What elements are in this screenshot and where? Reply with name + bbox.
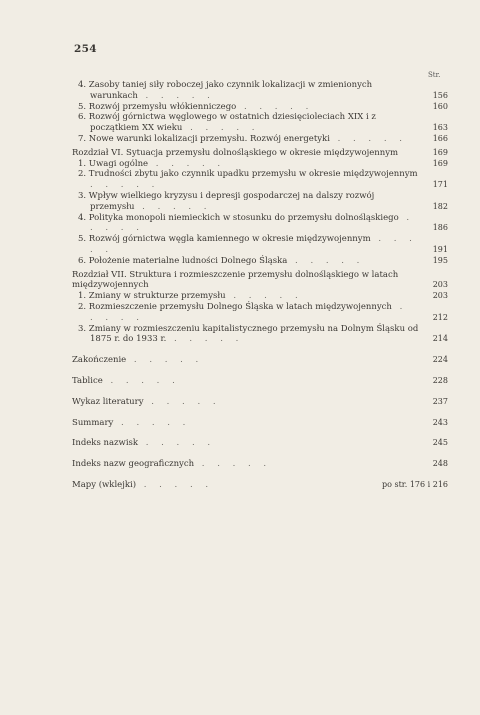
section-entry — [72, 397, 448, 408]
entry-page-number: 166 — [432, 133, 448, 143]
section-entry — [72, 376, 448, 387]
leader-dots: . . . . . — [90, 180, 160, 191]
leader-dots: . . . . . — [225, 291, 303, 302]
entry-title: 4. Polityka monopoli niemieckich w stosunku do przemysłu dolnośląskiego — [78, 212, 399, 223]
leader-dots: . . . . . — [134, 201, 212, 212]
subsection-entry — [72, 102, 448, 113]
subsection-entry — [72, 80, 448, 102]
leader-dots: . . . . . — [166, 334, 244, 345]
entry-page-number: 214 — [432, 334, 448, 344]
leader-dots: . . . . . — [113, 417, 191, 428]
entry-page-number: 169 — [432, 158, 448, 168]
section-entry — [72, 480, 448, 491]
subsection-entry — [72, 324, 448, 346]
leader-dots: . . . . . — [126, 355, 204, 366]
section-entry — [72, 438, 448, 449]
leader-dots: . . . . . — [137, 90, 215, 101]
subsection-entry — [72, 302, 448, 324]
leader-dots: . . . . . — [90, 212, 415, 234]
entry-title: Rozdział VII. Struktura i rozmieszczenie przemysłu dolnośląskiego w latach międzywojennych — [72, 269, 399, 291]
entry-title: Mapy (wklejki) — [72, 479, 137, 490]
subsection-entry — [72, 256, 448, 267]
subsection-entry — [72, 234, 448, 256]
chapter-entry — [72, 270, 448, 292]
leader-dots: . . . . . — [287, 255, 365, 266]
entry-page-number: 237 — [432, 396, 448, 406]
entry-title: 2. Rozmieszczenie przemysłu Dolnego Śląska w latach międzywojennych — [78, 301, 392, 312]
chapter-entry — [72, 148, 448, 159]
entry-page-number: 248 — [432, 459, 448, 469]
leader-dots: . . . . . — [90, 301, 408, 323]
subsection-entry — [72, 134, 448, 145]
leader-dots: . . . . . — [182, 123, 260, 134]
subsection-entry — [72, 213, 448, 235]
subsection-entry — [72, 291, 448, 302]
entry-page-number: 191 — [432, 244, 448, 254]
entry-title: 3. Wpływ wielkiego kryzysu i depresji gospodarczej na dalszy rozwój przemysłu — [78, 190, 375, 212]
entry-title: 6. Położenie materialne ludności Dolnego Śląska — [78, 255, 288, 266]
entry-page-number: 163 — [432, 123, 448, 133]
entry-title: 2. Trudności zbytu jako czynnik upadku przemysłu w okresie międzywojennym — [78, 169, 418, 180]
leader-dots: . . . . . — [90, 234, 417, 255]
section-entry — [72, 355, 448, 366]
entry-title: Zakończenie — [72, 355, 127, 366]
leader-dots: . . . . . — [102, 375, 180, 386]
entry-title: 5. Rozwój przemysłu włókienniczego — [78, 101, 237, 112]
entry-page-number: 171 — [432, 180, 448, 190]
entry-title: Summary — [72, 417, 114, 428]
entry-page-number: 160 — [432, 101, 448, 111]
section-entry — [72, 459, 448, 470]
subsection-entry — [72, 169, 448, 191]
entry-page-number: 195 — [432, 255, 448, 265]
entry-title: 7. Nowe warunki lokalizacji przemysłu. Rozwój energetyki — [78, 133, 330, 144]
leader-dots: . . . . . — [194, 459, 272, 470]
entry-title: 1. Uwagi ogólne — [78, 158, 149, 169]
entry-title: 6. Rozwój górnictwa węglowego w ostatnich dziesięcioleciach XIX i z początkiem XX wieku — [78, 112, 376, 134]
subsection-entry — [72, 159, 448, 170]
table-of-contents — [72, 80, 448, 491]
entry-page-number: 243 — [432, 417, 448, 427]
entry-page-number: 245 — [432, 438, 448, 448]
entry-page-number: po str. 176 i 216 — [381, 479, 448, 489]
entry-page-number: 182 — [432, 201, 448, 211]
leader-dots: . . . . . — [143, 396, 221, 407]
entry-page-number: 186 — [432, 223, 448, 233]
leader-dots: . . . . . — [138, 438, 216, 449]
entry-title: Indeks nazwisk — [72, 438, 139, 449]
entry-page-number: 228 — [432, 375, 448, 385]
page-column-header: Str. — [428, 71, 441, 79]
entry-page-number: 212 — [432, 312, 448, 322]
section-entry — [72, 418, 448, 429]
leader-dots: . . . . . — [136, 479, 214, 490]
leader-dots: . . . . . — [148, 158, 226, 169]
subsection-entry — [72, 191, 448, 213]
entry-page-number: 224 — [432, 355, 448, 365]
entry-title: Tablice — [72, 375, 103, 386]
entry-page-number: 203 — [432, 291, 448, 301]
page-number: 254 — [74, 43, 97, 55]
subsection-entry — [72, 112, 448, 134]
entry-page-number: 203 — [432, 280, 448, 290]
entry-title: Rozdział VI. Sytuacja przemysłu dolnośląskiego w okresie międzywojennym — [72, 147, 399, 158]
entry-page-number: 169 — [432, 147, 448, 157]
entry-title: 3. Zmiany w rozmieszczeniu kapitalistycznego przemysłu na Dolnym Śląsku od 1875 r. do 1933 r. — [78, 323, 419, 345]
entry-title: 1. Zmiany w strukturze przemysłu — [78, 291, 226, 302]
entry-title: 5. Rozwój górnictwa węgla kamiennego w okresie międzywojennym — [78, 234, 371, 245]
entry-title: Indeks nazw geograficznych — [72, 459, 195, 470]
entry-title: Wykaz literatury — [72, 396, 144, 407]
entry-title: 4. Zasoby taniej siły roboczej jako czynnik lokalizacji w zmienionych warunkach — [78, 80, 373, 101]
leader-dots: . . . . . — [329, 133, 407, 144]
leader-dots: . . . . . — [236, 101, 314, 112]
entry-page-number: 156 — [432, 90, 448, 100]
